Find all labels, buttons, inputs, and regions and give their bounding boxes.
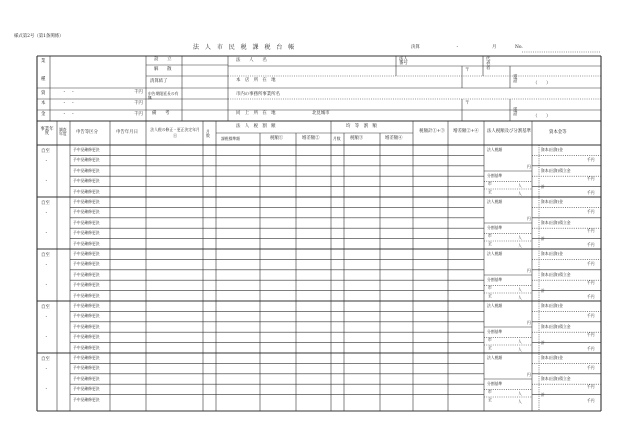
houjin-mei-label: 法 人 名 (236, 58, 267, 63)
shihon-unit-1: 千円 (587, 157, 595, 162)
shihon-unit-3: 千円 (587, 242, 595, 247)
doujou-label: 同 上 所 在 地 (236, 111, 276, 116)
year-label: 自至 (41, 201, 50, 206)
th-chousa: 調査年度 (59, 127, 67, 136)
bunkatsu-nin-2: 人 (518, 347, 522, 352)
shihon-kei: 計 (541, 392, 545, 397)
shihon-kei: 計 (541, 340, 545, 345)
city-value: 北見城市 (312, 111, 330, 116)
shinkoku-kubun-row: 予中見確修更決 (73, 167, 100, 173)
th-sekisu: 月数 (206, 129, 210, 138)
houjinzeigaku-label: 法人税額 (487, 199, 503, 204)
seisan-label: 清算結了 (150, 79, 168, 84)
gyoshu-label-1: 業 (41, 59, 46, 64)
shinkoku-kubun-row: 予中見確修更決 (73, 261, 100, 267)
shinkoku-kubun-row: 予中見確修更決 (73, 240, 100, 246)
shihon-unit-2: 千円 (587, 228, 595, 233)
shihon-label-2: 本 (41, 101, 46, 106)
year-dot-2: ・ (44, 335, 49, 340)
houjinzeigaku-label: 法人税額 (487, 303, 503, 308)
shihon-label-2: 資本(出資)積立金 (541, 324, 571, 329)
bunkatsu-nin-1: 人 (518, 339, 522, 344)
settlement-label: 決算 (411, 45, 420, 50)
bunkatsu-zen: 全 (488, 293, 492, 298)
th-kakaku: 法人税額及び分割基準 (487, 129, 531, 134)
bunkatsu-nin-2: 人 (518, 295, 522, 300)
shihon-label-1: 資本(出資)金 (541, 355, 563, 360)
th-shihonkin: 資本金等 (549, 130, 567, 135)
biko-label: 備 考 (152, 111, 170, 116)
shihon-label-1: 資本(出資)金 (541, 251, 563, 256)
bunkatsu-label: 分割基準 (487, 173, 503, 178)
shihon-unit-3: 千円 (587, 294, 595, 299)
shihon-label-2: 資本(出資)積立金 (541, 272, 571, 277)
shinkoku-kubun-row: 予中見確修更決 (73, 271, 100, 277)
bunkatsu-label: 分割基準 (487, 329, 503, 334)
shihon-unit-2: 千円 (587, 332, 595, 337)
year-dot-2: ・ (44, 283, 49, 288)
year-dot-2: ・ (44, 387, 49, 392)
shihon-kei: 計 (541, 288, 545, 293)
shihon-label-1: 資本(出資)金 (541, 147, 563, 152)
shihon-label-2: 資本(出資)積立金 (541, 168, 571, 173)
shihon-unit-2: 千円 (587, 176, 595, 181)
shinkoku-kubun-row: 予中見確修更決 (73, 178, 100, 184)
shihon-label-2: 資本(出資)積立金 (541, 376, 571, 381)
postal-2: 〒 (465, 101, 470, 106)
daihyousha-label: 代表者 (486, 57, 491, 71)
year-dot-1: ・ (44, 367, 49, 372)
th-shusei: 法人税の修正・更正決定年月日 (150, 127, 200, 138)
page-title: 法 人 市 民 税 課 税 台 帳 (193, 44, 297, 51)
th-kazei: 課税標準額 (221, 136, 240, 141)
shihon-label-1: 資本(出資)金 (541, 199, 563, 204)
shihon-unit-3: 千円 (587, 398, 595, 403)
bunkatsu-nin-2: 人 (518, 243, 522, 248)
th-zeigaku1: 税額① (270, 136, 284, 141)
year-label: 自至 (41, 253, 50, 258)
year-dot-2: ・ (44, 231, 49, 236)
shinkoku-kubun-row: 予中見確修更決 (73, 188, 100, 194)
houjinzeigaku-label: 法人税額 (487, 251, 503, 256)
bunkatsu-nin-2: 人 (518, 191, 522, 196)
bunkatsu-shi: 市 (488, 337, 492, 342)
houjinzeigaku-unit: 円 (527, 372, 531, 377)
year-label: 自至 (41, 357, 50, 362)
shinkoku-kigen-label: 申告期限延長の有無 (148, 91, 179, 100)
shinkoku-kubun-row: 予中見確修更決 (73, 334, 100, 340)
th-shinkoku-kubun: 申告等区分 (76, 130, 98, 135)
shinkoku-kubun-row: 予中見確修更決 (73, 365, 100, 371)
year-dot-1: ・ (44, 263, 49, 268)
settlement-dot: ・ (455, 45, 460, 50)
postal-1: 〒 (465, 68, 470, 73)
shihon-unit-1: 千円 (587, 313, 595, 318)
bunkatsu-shi: 市 (488, 389, 492, 394)
bunkatsu-zen: 全 (488, 345, 492, 350)
tel-label-2: 電話 (513, 108, 518, 118)
month-label: 月 (492, 45, 497, 50)
bunkatsu-label: 分割基準 (487, 225, 503, 230)
th-houjinzeiwari: 法 人 税 割 額 (236, 124, 276, 129)
shihon-unit-1: 千円 (587, 365, 595, 370)
shinkoku-kubun-row: 予中見確修更決 (73, 199, 100, 204)
houjinzeigaku-unit: 円 (527, 320, 531, 325)
shihon-kei: 計 (541, 236, 545, 241)
houjinzeigaku-unit: 円 (527, 268, 531, 273)
shinkoku-kubun-row: 予中見確修更決 (73, 251, 100, 256)
th-zousa-kei: 増差額②+④ (453, 129, 479, 134)
shinkoku-kubun-row: 予中見確修更決 (73, 375, 100, 381)
th-kintou: 均 等 割 額 (346, 124, 377, 129)
shinkoku-kubun-row: 予中見確修更決 (73, 147, 100, 152)
th-shinkoku-date: 申告年月日 (116, 130, 138, 135)
bunkatsu-nin-2: 人 (518, 399, 522, 404)
form-number: 様式第2号（第1条関係） (14, 34, 64, 39)
bunkatsu-shi: 市 (488, 181, 492, 186)
shihon-label-1: 資本(出資)金 (541, 303, 563, 308)
tel-label-1: 電話 (513, 75, 518, 85)
shihon-kei: 計 (541, 184, 545, 189)
shinkoku-kubun-row: 予中見確修更決 (73, 396, 100, 402)
capital-date-1: ・ ・ (62, 90, 76, 95)
year-dot-1: ・ (44, 211, 49, 216)
shinai-label: 市内の事務所事業所名 (236, 92, 280, 97)
houjinzeigaku-label: 法人税額 (487, 355, 503, 360)
bunkatsu-shi: 市 (488, 233, 492, 238)
year-dot-1: ・ (44, 315, 49, 320)
bunkatsu-label: 分割基準 (487, 277, 503, 282)
honten-label: 本 店 所 在 地 (236, 78, 276, 83)
bunkatsu-nin-1: 人 (518, 287, 522, 292)
bunkatsu-label: 分割基準 (487, 381, 503, 386)
shinkoku-kubun-row: 予中見確修更決 (73, 386, 100, 392)
shinkoku-kubun-row: 予中見確修更決 (73, 292, 100, 298)
shinkoku-kubun-row: 予中見確修更決 (73, 303, 100, 308)
shinkoku-kubun-row: 予中見確修更決 (73, 157, 100, 163)
th-zougen4: 増差額④ (385, 136, 403, 141)
shinkoku-kubun-row: 予中見確修更決 (73, 355, 100, 360)
th-nouzei-kei: 税額計①+③ (419, 129, 445, 134)
year-dot-1: ・ (44, 159, 49, 164)
th-getsusu: 月数 (333, 136, 341, 141)
bunkatsu-nin-1: 人 (518, 391, 522, 396)
shihon-label-2: 資本(出資)積立金 (541, 220, 571, 225)
tel-paren-2: （ ） (533, 114, 551, 119)
th-zougen1: 増差額② (302, 136, 320, 141)
shihon-unit-3: 千円 (587, 346, 595, 351)
capital-unit-1: 千円 (134, 90, 143, 95)
kaisan-label: 解 散 (154, 67, 172, 72)
shinkoku-kubun-row: 予中見確修更決 (73, 282, 100, 288)
shihon-label-3: 金 (41, 112, 46, 117)
houjinzeigaku-unit: 円 (527, 216, 531, 221)
th-nendo: 事業年度 (40, 127, 54, 137)
shinkoku-kubun-row: 予中見確修更決 (73, 219, 100, 225)
capital-date-2: ・ ・ (62, 101, 76, 106)
setsuritsu-label: 設 立 (154, 57, 172, 62)
capital-unit-3: 千円 (134, 112, 143, 117)
bunkatsu-shi: 市 (488, 285, 492, 290)
year-label: 自至 (41, 305, 50, 310)
shihon-unit-2: 千円 (587, 384, 595, 389)
year-dot-2: ・ (44, 179, 49, 184)
capital-date-3: ・ ・ (62, 112, 76, 117)
shinkoku-kubun-row: 予中見確修更決 (73, 230, 100, 236)
shinkoku-kubun-row: 予中見確修更決 (73, 344, 100, 350)
bunkatsu-nin-1: 人 (518, 235, 522, 240)
bunkatsu-zen: 全 (488, 189, 492, 194)
houjin-bangou-label: 法人番号 (399, 57, 408, 67)
shinkoku-kubun-row: 予中見確修更決 (73, 313, 100, 319)
houjinzeigaku-label: 法人税額 (487, 147, 503, 152)
shihon-unit-3: 千円 (587, 190, 595, 195)
shihon-unit-1: 千円 (587, 209, 595, 214)
shihon-unit-2: 千円 (587, 280, 595, 285)
gyoshu-label-2: 種 (41, 77, 46, 82)
bunkatsu-zen: 全 (488, 241, 492, 246)
shihon-unit-1: 千円 (587, 261, 595, 266)
bunkatsu-nin-1: 人 (518, 183, 522, 188)
year-label: 自至 (41, 149, 50, 154)
shinkoku-kubun-row: 予中見確修更決 (73, 323, 100, 329)
shinkoku-kubun-row: 予中見確修更決 (73, 209, 100, 215)
no-label: No. (515, 45, 523, 50)
tel-paren-1: （ ） (533, 81, 551, 86)
shihon-label-1: 資 (41, 91, 46, 96)
houjinzeigaku-unit: 円 (527, 164, 531, 169)
bunkatsu-zen: 全 (488, 397, 492, 402)
capital-unit-2: 千円 (134, 101, 143, 106)
th-zeigaku3: 税額③ (350, 136, 364, 141)
